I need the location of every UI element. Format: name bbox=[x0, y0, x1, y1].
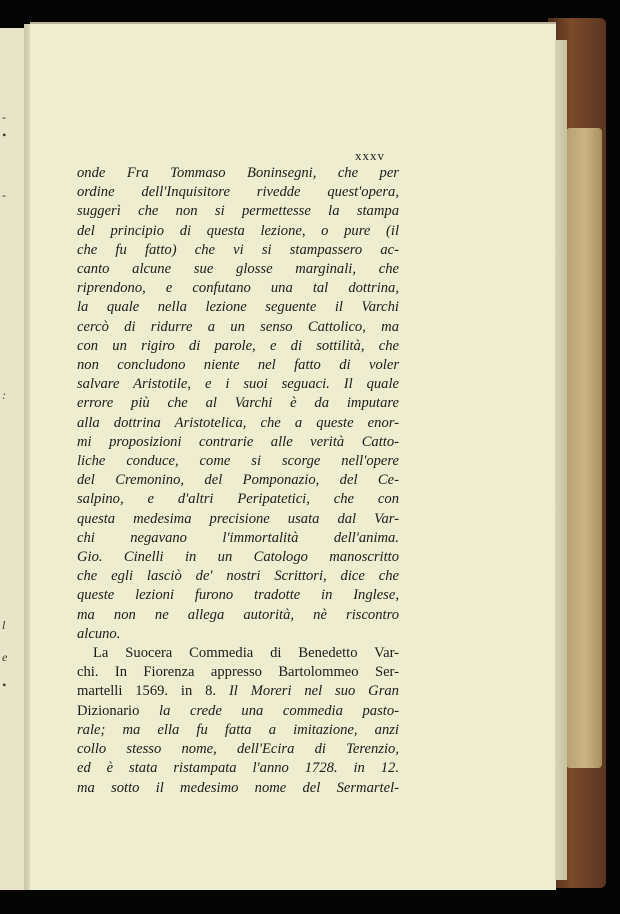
cover-binding-edge bbox=[566, 128, 602, 768]
text-line: che egli lasciò de' nostri Scrittori, dice che bbox=[77, 568, 399, 585]
text-line: del Cremonino, del Pomponazio, del Ce- bbox=[77, 472, 399, 489]
text-line: del principio di questa lezione, o pure (il bbox=[77, 222, 399, 239]
text-line: ma non ne allega autorità, nè riscontro bbox=[77, 606, 399, 623]
text-line: suggerì che non si permettesse la stampa bbox=[77, 203, 399, 220]
margin-mark: : bbox=[2, 388, 6, 402]
text-line: martelli 1569. in 8. Il Moreri nel suo Gran bbox=[77, 683, 399, 700]
text-line: con un rigiro di parole, e di sottilità, che bbox=[77, 337, 399, 354]
text-line: canto alcune sue glosse marginali, che bbox=[77, 261, 399, 278]
text-line: salvare Aristotile, e i suoi seguaci. Il quale bbox=[77, 376, 399, 393]
text-line: questa medesima precisione usata dal Var- bbox=[77, 510, 399, 527]
margin-mark: - bbox=[2, 110, 6, 124]
text-line: errore più che al Varchi è da imputare bbox=[77, 395, 399, 412]
text-line: ma sotto il medesimo nome del Sermartel- bbox=[77, 779, 399, 796]
text-line: rale; ma ella fu fatta a imitazione, anzi bbox=[77, 721, 399, 738]
margin-mark: - bbox=[2, 188, 6, 202]
text-line: La Suocera Commedia di Benedetto Var- bbox=[93, 645, 399, 662]
text-line: Gio. Cinelli in un Catologo manoscritto bbox=[77, 549, 399, 566]
text-line: riprendono, e confutano una tal dottrina, bbox=[77, 280, 399, 297]
text-line: queste lezioni furono tradotte in Inglese, bbox=[77, 587, 399, 604]
page-text bbox=[77, 164, 399, 798]
margin-mark: l bbox=[2, 618, 6, 632]
page-number: xxxv bbox=[355, 148, 385, 163]
text-line: mi proposizioni contrarie alle verità Catto- bbox=[77, 433, 399, 450]
text-line: ordine dell'Inquisitore rivedde quest'opera, bbox=[77, 184, 399, 201]
text-line: cercò di ridurre a un senso Cattolico, ma bbox=[77, 318, 399, 335]
text-line: salpino, e d'altri Peripatetici, che con bbox=[77, 491, 399, 508]
text-line: la quale nella lezione seguente il Varchi bbox=[77, 299, 399, 316]
text-line: collo stesso nome, dell'Ecira di Terenzio, bbox=[77, 741, 399, 758]
text-line: alla dottrina Aristotelica, che a queste enor- bbox=[77, 414, 399, 431]
margin-mark: e bbox=[2, 650, 8, 664]
text-line: chi. In Fiorenza appresso Bartolommeo Ser- bbox=[77, 664, 399, 681]
text-line: chi negavano l'immortalità dell'anima. bbox=[77, 529, 399, 546]
text-line: Dizionario la crede una commedia pasto- bbox=[77, 702, 399, 719]
margin-mark: • bbox=[2, 128, 7, 142]
text-line: alcuno. bbox=[77, 625, 121, 642]
margin-mark: • bbox=[2, 678, 7, 692]
page-edges bbox=[555, 40, 567, 880]
text-line: ed è stata ristampata l'anno 1728. in 12. bbox=[77, 760, 399, 777]
text-line: liche conduce, come si scorge nell'opere bbox=[77, 453, 399, 470]
text-line: non concludono niente nel fatto di voler bbox=[77, 357, 399, 374]
text-line: che fu fatto) che vi si stampassero ac- bbox=[77, 241, 399, 258]
text-line: onde Fra Tommaso Boninsegni, che per bbox=[77, 165, 399, 181]
